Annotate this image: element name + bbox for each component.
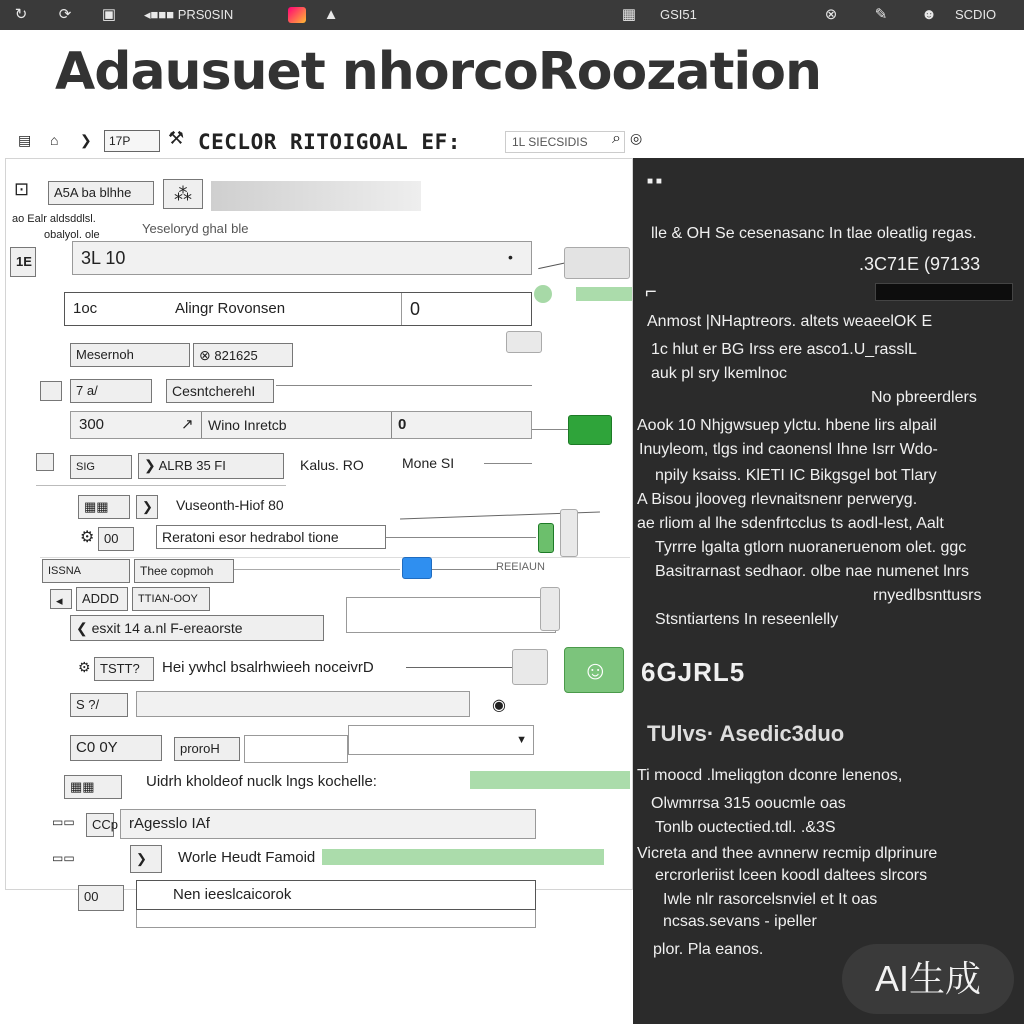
search-icon[interactable]: ⌕ — [612, 130, 621, 147]
green-progress-2 — [470, 771, 630, 789]
color-gradient[interactable] — [211, 181, 421, 211]
dark-line-13: Basitrarnast sedhaor. olbe nae numenet lnrs — [655, 563, 969, 580]
dark-line-14: rnyedlbsnttusrs — [873, 587, 982, 604]
dark-heading: 6GJRL5 — [641, 657, 746, 687]
row-3-line — [276, 385, 532, 386]
system-top-bar — [0, 0, 1024, 30]
row-13-a[interactable]: C0 0Y — [70, 735, 162, 761]
row-17-input[interactable] — [136, 880, 536, 910]
field-1-input[interactable]: 3L 10 — [72, 241, 532, 275]
row-16-icon: ▭▭ — [52, 851, 75, 865]
eye-icon[interactable]: ◉ — [492, 697, 506, 714]
checkbox-row-5[interactable] — [36, 453, 54, 471]
row-8-divider — [40, 557, 630, 558]
row-16-chevron[interactable]: ❯ — [130, 845, 162, 873]
brush-tool-icon[interactable]: ⁂ — [163, 179, 203, 209]
sync-icon[interactable]: ⟳ — [58, 6, 72, 23]
dark-line-18: Tonlb ouctectied.tdl. .&3S — [655, 819, 836, 836]
field-1-dot: • — [508, 249, 513, 265]
row-9-knob[interactable] — [540, 587, 560, 631]
row-12-input[interactable] — [136, 691, 470, 717]
dark-line-16: Ti moocd .lmeliqgton dconre lenenos, — [637, 767, 903, 784]
row-5-d: Mone SI — [402, 455, 455, 471]
row-8-a[interactable]: ISSNA — [42, 559, 130, 583]
row-14-text: Uidrh kholdeof nuclk lngs kochelle: — [146, 773, 377, 790]
dark-line-10: A Bisou jlooveg rlevnaitsnenr perweryg. — [637, 491, 918, 508]
dark-line-23: plor. Pla eanos. — [653, 941, 764, 958]
swatch-icon[interactable]: ⊡ — [14, 179, 30, 199]
row-10-field[interactable]: ❮ esxit 14 a.nl F-ereaorste — [70, 615, 324, 641]
row-8-b[interactable]: Thee copmoh — [134, 559, 234, 583]
toolbar — [0, 126, 660, 158]
green-progress-1 — [576, 287, 632, 301]
topbar-center-text: GSI51 — [660, 7, 697, 22]
globe-icon[interactable]: ⊗ — [824, 6, 838, 23]
row-7-knob[interactable] — [560, 509, 578, 557]
row-9-input[interactable] — [346, 597, 556, 633]
row-6-icon-chip[interactable]: ▦▦ — [78, 495, 130, 519]
row-6-chevron[interactable]: ❯ — [136, 495, 158, 519]
row-4-c: 0 — [391, 412, 406, 438]
triangle-icon[interactable]: ▲ — [323, 6, 339, 23]
dark-line-6: No pbreerdlers — [871, 389, 977, 406]
row-4-a: 300 — [79, 416, 105, 433]
dark-line-8: Inuyleom, tlgs ind caonensl Ihne Isrr Wdo- — [639, 441, 938, 458]
header-chip[interactable]: A5A ba blhhe — [48, 181, 154, 205]
panel-subtitle: Yeseloryd ghaI ble — [142, 221, 249, 236]
chevron-down-icon: ▼ — [516, 734, 527, 746]
search-input[interactable]: 1L SIECSIDIS — [505, 131, 625, 153]
gear-icon-2[interactable]: ⚙ — [78, 659, 91, 675]
row-9-icon[interactable]: ◂ — [50, 589, 72, 609]
row-11-knob[interactable] — [512, 649, 548, 685]
user-icon[interactable]: ☻ — [921, 6, 937, 23]
row-13-input[interactable] — [244, 735, 348, 763]
field-2-label: 1oc — [73, 300, 98, 317]
green-progress-3 — [322, 849, 604, 865]
row-14-icon-chip[interactable]: ▦▦ — [64, 775, 122, 799]
dark-line-21: Iwle nlr rasorcelsnviel et It oas — [663, 891, 878, 908]
row-4-field[interactable] — [70, 411, 532, 439]
row-17-a[interactable]: 00 — [78, 885, 124, 911]
dark-arrow-icon: ⌐ — [645, 281, 657, 303]
dark-line-7: Aook 10 Nhjgwsuep ylctu. hbene lirs alpail — [637, 417, 937, 434]
dark-line-11: ae rliom al lhe sdenfrtcclus ts aodl-lest, Aalt — [637, 515, 944, 532]
green-dot[interactable] — [534, 285, 552, 303]
dark-progress-bar[interactable] — [875, 283, 1013, 301]
field-2-text: Alingr Rovonsen — [175, 300, 286, 317]
row-4-b: Wino Inretcb — [201, 412, 287, 438]
row-3-chip[interactable]: 7 a/ — [70, 379, 152, 403]
dark-line-1: lle & OH Se cesenasanc In tlae oleatlig regas. — [651, 225, 977, 242]
gear-icon[interactable]: ⚙ — [80, 529, 95, 546]
row-11-a[interactable]: TSTT? — [94, 657, 154, 681]
row-13-b[interactable]: proroH — [174, 737, 240, 761]
dark-line-20: ercrorleriist lceen koodl daltees slrcors — [655, 867, 928, 884]
app-title: Adausuet nhorcoRoozation — [55, 42, 822, 102]
dark-line-4: 1c hlut er BG Irss ere asco1.U_rasslL — [651, 341, 917, 358]
row-9-b[interactable]: TTIAN-OOY — [132, 587, 210, 611]
row-5-c: Kalus. RO — [300, 457, 364, 473]
window-dots-icon: ■ ■ — [647, 176, 662, 187]
save-icon[interactable]: ▤ — [18, 132, 32, 148]
row-3-text[interactable]: CesntcherehI — [166, 379, 274, 403]
row-5-line — [484, 463, 532, 464]
dark-line-9: npily ksaiss. KlETI IC Bikgsgel bot Tlary — [655, 467, 937, 484]
row-11-line — [406, 667, 514, 668]
dark-subheading: TUlvs· Asedic3duo — [647, 721, 845, 746]
row-4-arrow: ↗ — [181, 416, 194, 433]
dark-line-17: Olwmrrsa 315 ooucmle oas — [651, 795, 846, 812]
row-6-label: Vuseonth-Hiof 80 — [176, 497, 284, 513]
refresh-icon[interactable]: ↻ — [14, 6, 28, 23]
field-2-input[interactable] — [64, 292, 532, 326]
thumbnail-icon[interactable] — [288, 5, 306, 25]
field-1-tag: 1E — [10, 247, 36, 277]
slider-knob-2[interactable] — [506, 331, 542, 353]
row-9-a[interactable]: ADDD — [76, 587, 128, 611]
row-12-a[interactable]: S ?/ — [70, 693, 128, 717]
color-picker-button[interactable] — [402, 557, 432, 579]
dark-line-5: auk pl sry lkemlnoc — [651, 365, 788, 382]
dark-line-15: Stsntiartens In reseenlelly — [655, 611, 839, 628]
row-8-c: REEIAUN — [496, 561, 545, 573]
brush-icon[interactable]: ✎ — [874, 6, 888, 23]
row-5-b[interactable]: ❯ ALRB 35 FI — [138, 453, 284, 479]
dark-line-2: .3C71E (97133 — [859, 254, 981, 274]
row-5-a[interactable]: SIG — [70, 455, 132, 479]
topbar-left-text: ◂■■■ PRS0SIN — [144, 7, 234, 22]
row-17-input-lower[interactable] — [136, 910, 536, 928]
row-7-green-toggle[interactable] — [538, 523, 554, 553]
row-4-line — [532, 429, 570, 430]
row-16-text: Worle Heudt Famoid — [178, 849, 316, 866]
dark-line-19: Vicreta and thee avnnerw recmip dlprinure — [637, 845, 938, 862]
chip-b[interactable]: ⊗ 821625 — [193, 343, 293, 367]
side-label-bottom: obalyol. ole — [44, 229, 100, 241]
dark-line-3: Anmost |NHaptreors. altets weaeelOK E — [647, 313, 933, 330]
row-7-text[interactable]: Reratoni esor hedrabol tione — [156, 525, 386, 549]
smile-icon: ☺ — [582, 655, 609, 685]
color-label: CECLOR RITOIGOAL EF: — [198, 130, 461, 154]
row-8-line — [234, 569, 400, 570]
ai-generated-badge: AI生成 — [842, 944, 1014, 1014]
row-8-line-2 — [432, 569, 498, 570]
row-15-b: rAgesslo IAf — [129, 815, 210, 832]
topbar-right-text: SCDIO — [955, 7, 997, 22]
grid-icon[interactable]: ▦ — [621, 6, 637, 23]
row-5-divider — [36, 485, 286, 486]
tool-icon[interactable]: ⚒ — [168, 128, 185, 148]
info-panel — [633, 158, 1024, 1024]
row-7-a[interactable]: 00 — [98, 527, 134, 551]
toolbar-number-field[interactable]: 17P — [104, 130, 160, 152]
settings-icon[interactable]: ◎ — [630, 130, 643, 146]
apply-button[interactable] — [568, 415, 612, 445]
checkbox-row-3[interactable] — [40, 381, 62, 401]
chip-a[interactable]: Mesernoh — [70, 343, 190, 367]
row-7-line — [386, 537, 536, 538]
side-slider-knob[interactable] — [564, 247, 630, 279]
row-11-b: Hei ywhcl bsalrhwieeh noceivrD — [162, 659, 374, 676]
row-15-a[interactable]: CCp — [86, 813, 114, 837]
chevron-right-icon[interactable]: ❯ — [80, 132, 92, 148]
image-icon[interactable]: ▣ — [101, 6, 117, 23]
folder-icon[interactable]: ⌂ — [50, 132, 59, 148]
field-2-value: 0 — [401, 293, 420, 325]
row-13-select[interactable] — [348, 725, 534, 755]
dark-line-12: Tyrrre lgalta gtlorn nuoraneruenom olet. ggc — [655, 539, 967, 556]
side-label-top: ao Ealr aldsddlsl. — [12, 213, 96, 225]
row-15-field[interactable] — [120, 809, 536, 839]
row-15-icon: ▭▭ — [52, 815, 75, 829]
row-17-text: Nen ieeslcaicorok — [173, 886, 292, 903]
dark-line-22: ncsas.sevans - ipeller — [663, 913, 817, 930]
